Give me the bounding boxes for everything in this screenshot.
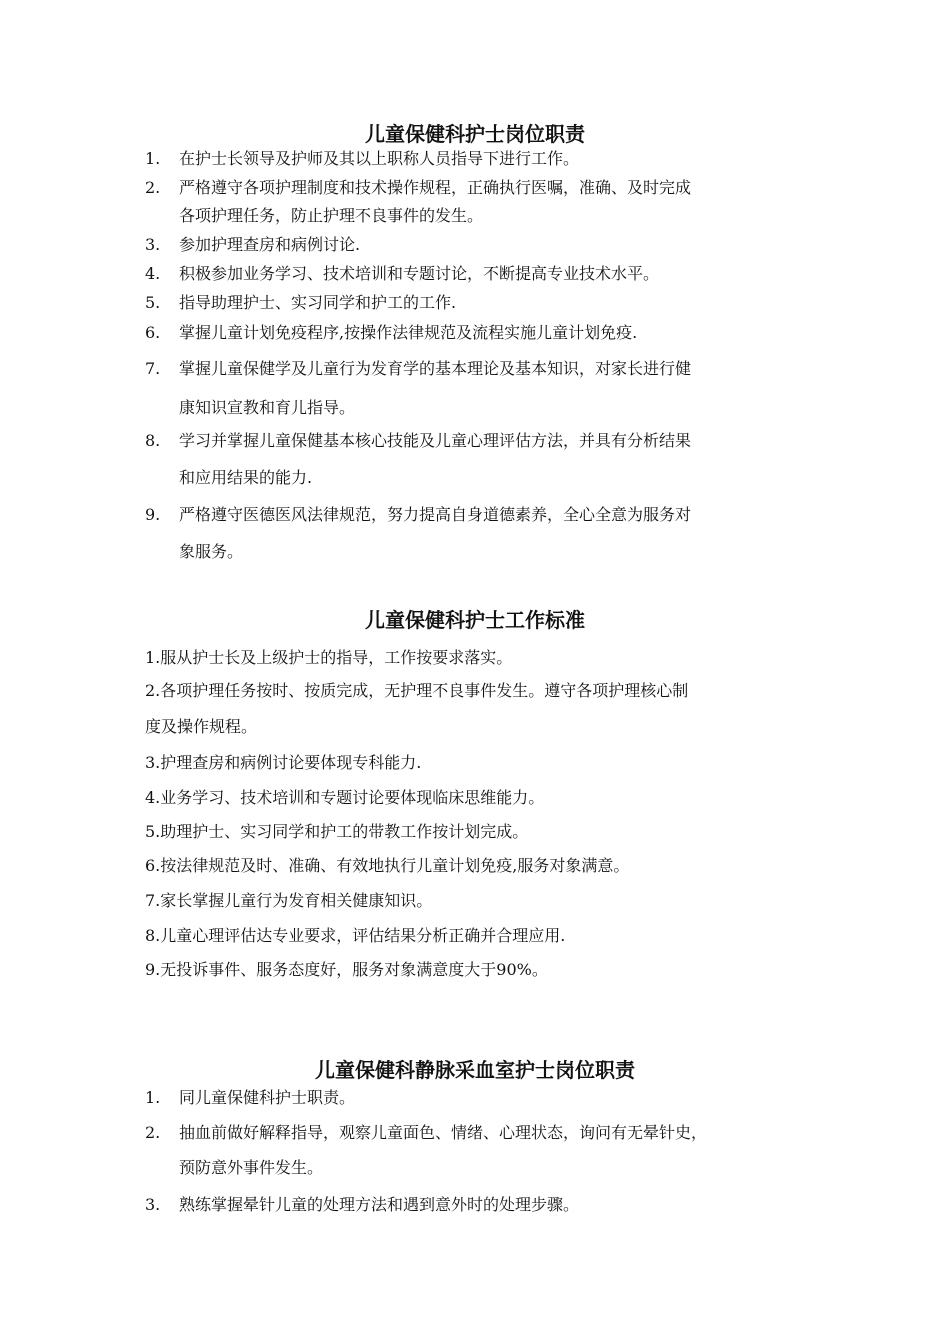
list-item-text: 抽血前做好解释指导，观察儿童面色、情绪、心理状态，询问有无晕针史， [179,1123,708,1142]
list-item-number: 3. [145,1195,161,1214]
list-item-number: 4. [145,264,161,283]
list-item-text-continued: 各项护理任务，防止护理不良事件的发生。 [179,206,484,225]
section-title-blood-draw-duties: 儿童保健科静脉采血室护士岗位职责 [315,1058,635,1082]
standard-line: 6.按法律规范及时、准确、有效地执行儿童计划免疫,服务对象满意。 [145,856,630,875]
list-item-text: 指导助理护士、实习同学和护工的工作. [179,293,457,312]
list-item-number: 1. [145,149,161,168]
list-item-text: 参加护理查房和病例讨论. [179,235,361,254]
list-item-number: 2. [145,1123,161,1142]
list-item-text: 积极参加业务学习、技术培训和专题讨论，不断提高专业技术水平。 [179,264,660,283]
list-item-number: 7. [145,359,161,378]
list-item-text: 严格遵守各项护理制度和技术操作规程，正确执行医嘱，准确、及时完成 [179,178,692,197]
list-item-text: 学习并掌握儿童保健基本核心技能及儿童心理评估方法，并具有分析结果 [179,431,692,450]
list-item-text: 在护士长领导及护师及其以上职称人员指导下进行工作。 [179,149,580,168]
list-item-number: 6. [145,323,161,342]
standard-line: 1.服从护士长及上级护士的指导，工作按要求落实。 [145,648,513,667]
list-item-text-continued: 康知识宣教和育儿指导。 [179,398,356,417]
list-item-text: 熟练掌握晕针儿童的处理方法和遇到意外时的处理步骤。 [179,1195,580,1214]
list-item-number: 9. [145,505,161,524]
list-item-text: 严格遵守医德医风法律规范，努力提高自身道德素养，全心全意为服务对 [179,505,692,524]
list-item-text: 掌握儿童保健学及儿童行为发育学的基本理论及基本知识，对家长进行健 [179,359,692,378]
standard-line: 2.各项护理任务按时、按质完成，无护理不良事件发生。遵守各项护理核心制 [145,681,689,700]
list-item-text-continued: 预防意外事件发生。 [179,1158,324,1177]
list-item-text: 掌握儿童计划免疫程序,按操作法律规范及流程实施儿童计划免疫. [179,323,638,342]
list-item-number: 5. [145,293,161,312]
standard-line: 9.无投诉事件、服务态度好，服务对象满意度大于90%。 [145,960,548,979]
standard-line: 4.业务学习、技术培训和专题讨论要体现临床思维能力。 [145,788,545,807]
list-item-number: 2. [145,178,161,197]
standard-line: 度及操作规程。 [145,717,258,736]
list-item-number: 8. [145,431,161,450]
standard-line: 5.助理护士、实习同学和护工的带教工作按计划完成。 [145,822,529,841]
list-item-text-continued: 和应用结果的能力. [179,468,313,487]
list-item-text-continued: 象服务。 [179,542,244,561]
section-title-nurse-duties: 儿童保健科护士岗位职责 [365,122,585,146]
list-item-text: 同儿童保健科护士职责。 [179,1088,356,1107]
standard-line: 8.儿童心理评估达专业要求，评估结果分析正确并合理应用. [145,926,566,945]
section-title-work-standards: 儿童保健科护士工作标准 [365,608,585,632]
list-item-number: 3. [145,235,161,254]
standard-line: 7.家长掌握儿童行为发育相关健康知识。 [145,891,433,910]
standard-line: 3.护理查房和病例讨论要体现专科能力. [145,753,422,772]
list-item-number: 1. [145,1088,161,1107]
